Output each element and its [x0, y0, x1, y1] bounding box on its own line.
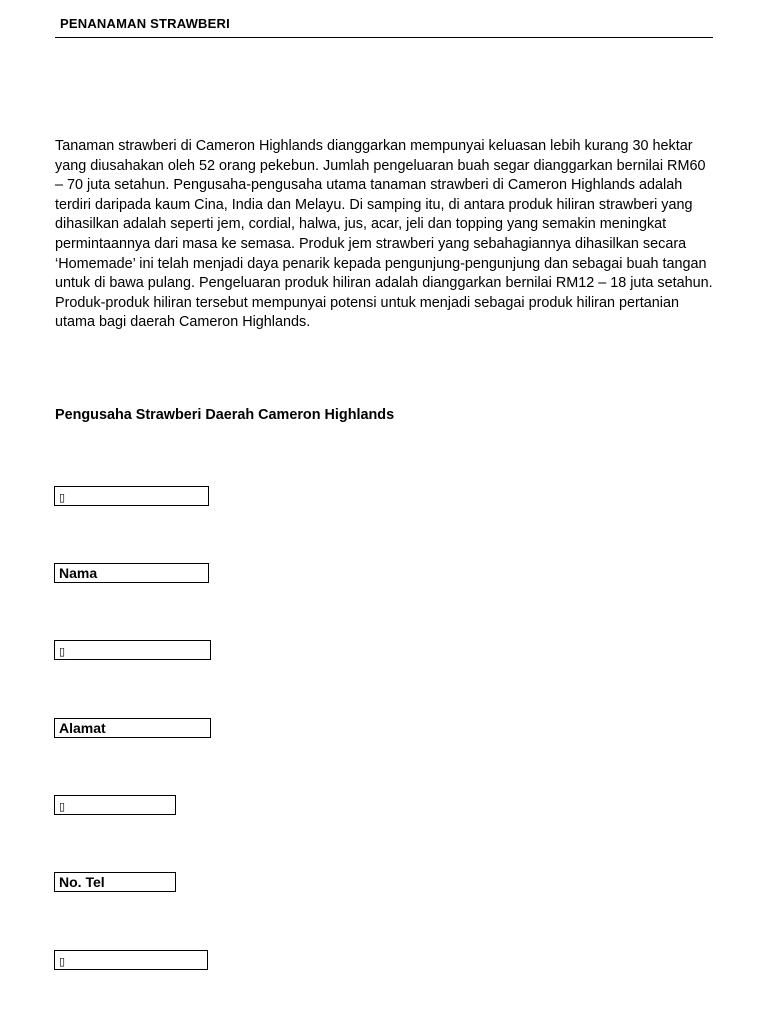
field-box-glyph-1 [54, 486, 209, 506]
header-title: PENANAMAN STRAWBERI [60, 16, 230, 31]
section-title: Pengusaha Strawberi Daerah Cameron Highlands [55, 407, 395, 423]
placeholder-glyph-icon: ▯ [59, 645, 66, 658]
placeholder-glyph-icon: ▯ [59, 491, 66, 504]
field-box-glyph-2 [54, 640, 211, 660]
placeholder-glyph-icon: ▯ [59, 955, 66, 968]
field-box-glyph-4 [54, 950, 208, 970]
field-box-no-tel [54, 872, 176, 892]
field-label-alamat: Alamat [59, 720, 106, 736]
placeholder-glyph-icon: ▯ [59, 800, 66, 813]
field-box-glyph-3 [54, 795, 176, 815]
field-label-no-tel: No. Tel [59, 874, 105, 890]
page-header [55, 14, 713, 38]
intro-paragraph: Tanaman strawberi di Cameron Highlands dianggarkan mempunyai keluasan lebih kurang 30 hektar yang diusahakan oleh 52 orang pekebun. Jumlah pengeluaran buah segar dianggarkan bernilai RM60 – 70 juta setahun. Pengusaha-pengusaha utama tanaman strawberi di Cameron Highlands adalah terdiri daripada kaum Cina, India dan Melayu. Di samping itu, di antara produk hiliran strawberi yang dihasilkan adalah seperti jem, cordial, halwa, jus, acar, jeli dan topping yang semakin meningkat permintaannya dari masa ke semasa. Produk jem strawberi yang sebahagiannya dihasilkan secara ‘Homemade’ ini telah menjadi daya penarik kepada pengunjung-pengunjung dan sebagai buah tangan untuk di bawa pulang. Pengeluaran produk hiliran adalah dianggarkan bernilai RM12 – 18 juta setahun. Produk-produk hiliran tersebut mempunyai potensi untuk menjadi sebagai produk hiliran pertanian utama bagi daerah Cameron Highlands. [55, 138, 713, 331]
field-label-nama: Nama [59, 565, 98, 581]
field-box-nama [54, 563, 209, 583]
field-box-alamat [54, 718, 211, 738]
